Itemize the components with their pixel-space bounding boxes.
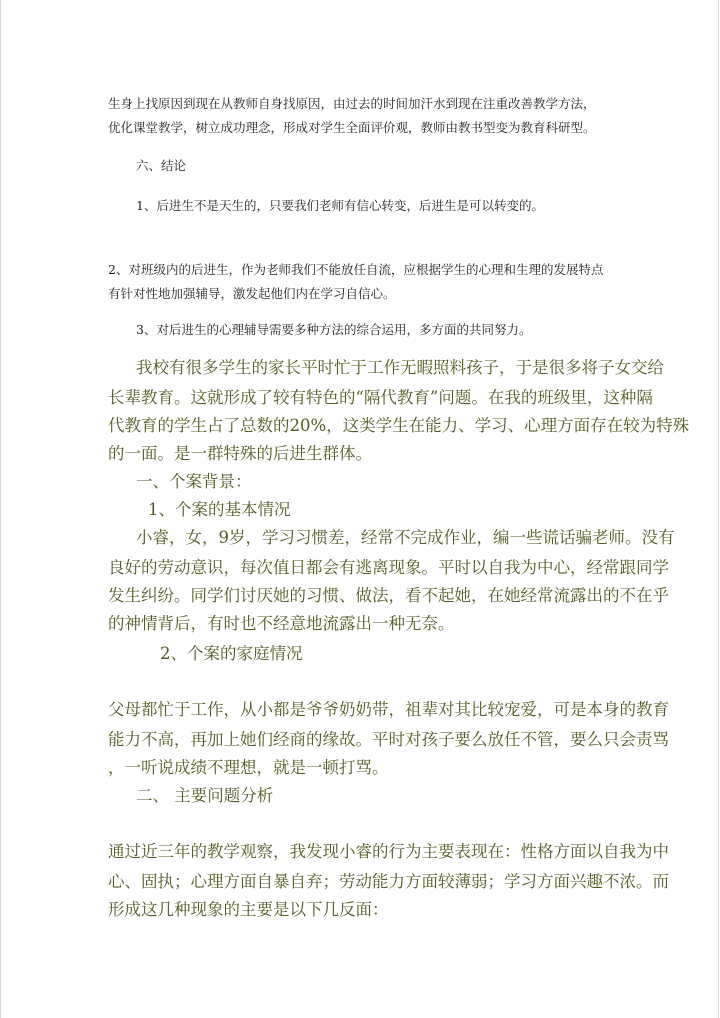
family-line: 父母都忙于工作，从小都是爷爷奶奶带，祖辈对其比较宠爱，可是本身的教育 [108, 700, 669, 719]
analysis-line: 心、固执；心理方面自暴自弃；劳动能力方面较薄弱；学习方面兴趣不浓。而 [108, 872, 669, 891]
family-line: 能力不高，再加上她们经商的缘故。平时对孩子要么放任不管，要么只会责骂 [108, 730, 669, 749]
basic-info-line: 良好的劳动意识，每次值日都会有逃离现象。平时以自我为中心，经常跟同学 [108, 558, 669, 577]
intro-line: 代教育的学生占了总数的20%，这类学生在能力、学习、心理方面存在较为特殊 [108, 416, 690, 435]
paragraph-line: 生身上找原因到现在从教师自身找原因，由过去的时间加汗水到现在注重改善教学方法， [108, 96, 596, 111]
case-background-heading: 一、个案背景： [136, 472, 252, 491]
conclusion-heading: 六、结论 [136, 158, 187, 173]
basic-info-heading: 1、个案的基本情况 [148, 500, 291, 519]
analysis-line: 通过近三年的教学观察，我发现小睿的行为主要表现在：性格方面以自我为中 [108, 842, 669, 861]
basic-info-line: 发生纠纷。同学们讨厌她的习惯、做法，看不起她，在她经常流露出的不在乎 [108, 586, 669, 605]
conclusion-item-2-line: 2、对班级内的后进生，作为老师我们不能放任自流，应根据学生的心理和生理的发展特点 [108, 262, 604, 277]
paragraph-line: 优化课堂教学，树立成功理念，形成对学生全面评价观，教师由教书型变为教育科研型。 [108, 120, 596, 135]
conclusion-item-2-line: 有针对性地加强辅导，激发起他们内在学习自信心。 [108, 286, 396, 301]
family-line: ，一听说成绩不理想，就是一顿打骂。 [108, 758, 389, 777]
conclusion-item-3: 3、对后进生的心理辅导需要多种方法的综合运用，多方面的共同努力。 [136, 322, 532, 337]
intro-line: 的一面。是一群特殊的后进生群体。 [108, 444, 372, 463]
family-heading: 2、个案的家庭情况 [160, 644, 303, 663]
analysis-line: 形成这几种现象的主要是以下几反面： [108, 900, 389, 919]
conclusion-item-1: 1、后进生不是天生的，只要我们老师有信心转变，后进生是可以转变的。 [136, 198, 544, 213]
intro-line: 长辈教育。这就形成了较有特色的“隔代教育”问题。在我的班级里，这种隔 [108, 388, 653, 407]
analysis-heading: 二、 主要问题分析 [136, 786, 274, 805]
intro-line: 我校有很多学生的家长平时忙于工作无暇照料孩子，于是很多将子女交给 [136, 358, 664, 377]
basic-info-line: 小睿，女，9岁，学习习惯差，经常不完成作业，编一些谎话骗老师。没有 [136, 528, 675, 547]
basic-info-line: 的神情背后，有时也不经意地流露出一种无奈。 [108, 614, 455, 633]
